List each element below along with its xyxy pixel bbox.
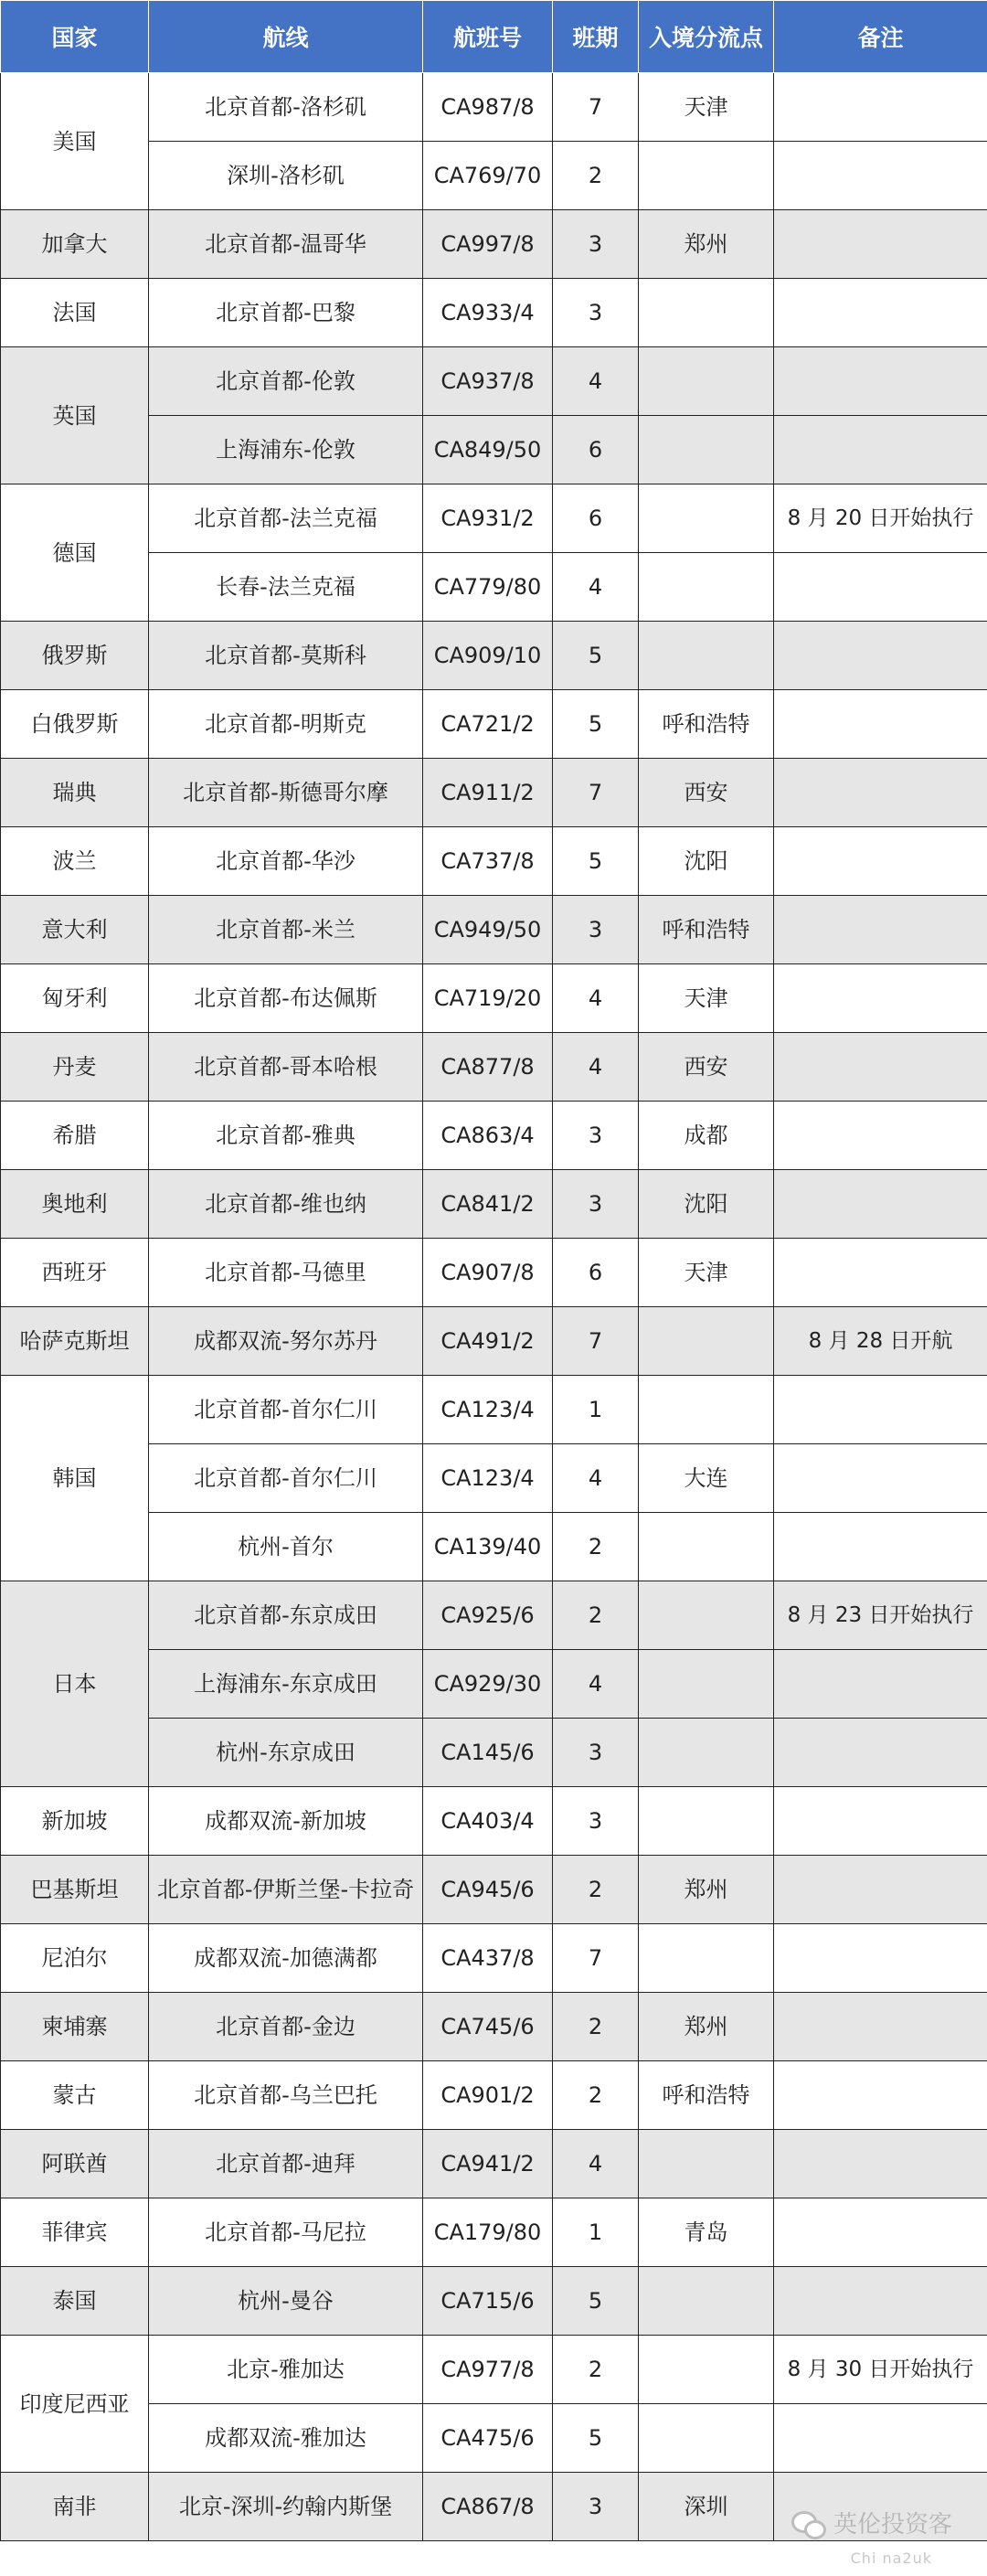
remarks-cell [774,1856,987,1924]
country-cell: 西班牙 [1,1239,149,1307]
frequency-cell: 6 [553,416,639,484]
entry-point-cell [639,1924,774,1993]
frequency-cell: 7 [553,73,639,142]
route-cell: 北京-雅加达 [149,2336,423,2404]
header-route: 航线 [149,1,423,73]
route-cell: 北京首都-哥本哈根 [149,1033,423,1102]
frequency-cell: 2 [553,1581,639,1650]
country-cell: 希腊 [1,1102,149,1170]
frequency-cell: 5 [553,2267,639,2336]
route-cell: 北京首都-东京成田 [149,1581,423,1650]
table-row [1,1239,987,1307]
header-row [1,1,987,73]
frequency-cell: 3 [553,279,639,347]
entry-point-cell [639,622,774,690]
country-cell: 巴基斯坦 [1,1856,149,1924]
entry-point-cell: 天津 [639,73,774,142]
flight-number-cell: CA145/6 [423,1719,553,1787]
route-cell: 北京首都-伦敦 [149,347,423,416]
frequency-cell: 2 [553,142,639,210]
frequency-cell: 7 [553,1307,639,1376]
country-cell: 美国 [1,73,149,210]
frequency-cell: 4 [553,1444,639,1513]
remarks-cell: 8 月 23 日开始执行 [774,1581,987,1650]
entry-point-cell [639,1719,774,1787]
country-cell: 韩国 [1,1376,149,1581]
route-cell: 北京首都-迪拜 [149,2130,423,2198]
flight-number-cell: CA179/80 [423,2198,553,2267]
route-cell: 杭州-首尔 [149,1513,423,1581]
country-cell: 加拿大 [1,210,149,279]
frequency-cell: 7 [553,759,639,827]
remarks-cell [774,1033,987,1102]
remarks-cell [774,1993,987,2061]
route-cell: 北京首都-华沙 [149,827,423,896]
table-row [1,553,987,622]
table-row [1,279,987,347]
country-cell: 印度尼西亚 [1,2336,149,2473]
route-cell: 杭州-东京成田 [149,1719,423,1787]
remarks-cell [774,964,987,1033]
frequency-cell: 2 [553,2336,639,2404]
flight-number-cell: CA139/40 [423,1513,553,1581]
route-cell: 北京首都-乌兰巴托 [149,2061,423,2130]
frequency-cell: 4 [553,347,639,416]
flight-number-cell: CA737/8 [423,827,553,896]
flight-number-cell: CA123/4 [423,1444,553,1513]
entry-point-cell [639,553,774,622]
country-cell: 柬埔寨 [1,1993,149,2061]
remarks-cell [774,2198,987,2267]
flight-number-cell: CA909/10 [423,622,553,690]
header-frequency: 班期 [553,1,639,73]
remarks-cell [774,2267,987,2336]
entry-point-cell [639,2336,774,2404]
frequency-cell: 5 [553,2404,639,2473]
entry-point-cell [639,1307,774,1376]
flight-number-cell: CA911/2 [423,759,553,827]
flight-number-cell: CA997/8 [423,210,553,279]
flight-number-cell: CA715/6 [423,2267,553,2336]
frequency-cell: 2 [553,1993,639,2061]
remarks-cell [774,1719,987,1787]
country-cell: 奥地利 [1,1170,149,1239]
country-cell: 菲律宾 [1,2198,149,2267]
flight-number-cell: CA907/8 [423,1239,553,1307]
table-row [1,1787,987,1856]
flight-number-cell: CA475/6 [423,2404,553,2473]
frequency-cell: 5 [553,827,639,896]
entry-point-cell [639,416,774,484]
route-cell: 北京首都-马德里 [149,1239,423,1307]
route-cell: 上海浦东-东京成田 [149,1650,423,1719]
route-cell: 北京首都-布达佩斯 [149,964,423,1033]
route-cell: 北京首都-洛杉矶 [149,73,423,142]
country-cell: 白俄罗斯 [1,690,149,759]
route-cell: 北京首都-首尔仁川 [149,1376,423,1444]
frequency-cell: 4 [553,1033,639,1102]
remarks-cell [774,690,987,759]
flight-number-cell: CA403/4 [423,1787,553,1856]
route-cell: 北京首都-伊斯兰堡-卡拉奇 [149,1856,423,1924]
frequency-cell: 3 [553,1170,639,1239]
table-row [1,73,987,142]
country-cell: 日本 [1,1581,149,1787]
country-cell: 阿联酋 [1,2130,149,2198]
flight-number-cell: CA937/8 [423,347,553,416]
remarks-cell [774,279,987,347]
entry-point-cell: 成都 [639,1102,774,1170]
table-row [1,484,987,553]
country-cell: 泰国 [1,2267,149,2336]
route-cell: 北京首都-莫斯科 [149,622,423,690]
country-cell: 南非 [1,2473,149,2541]
route-cell: 成都双流-加德满都 [149,1924,423,1993]
frequency-cell: 2 [553,1856,639,1924]
entry-point-cell [639,1581,774,1650]
table-row [1,690,987,759]
frequency-cell: 3 [553,210,639,279]
table-row [1,2267,987,2336]
frequency-cell: 7 [553,1924,639,1993]
entry-point-cell [639,2267,774,2336]
entry-point-cell: 沈阳 [639,827,774,896]
flight-number-cell: CA123/4 [423,1376,553,1444]
route-cell: 北京首都-明斯克 [149,690,423,759]
flight-number-cell: CA931/2 [423,484,553,553]
table-row [1,1650,987,1719]
table-row [1,2198,987,2267]
remarks-cell [774,2130,987,2198]
frequency-cell: 3 [553,2473,639,2541]
table-row [1,1444,987,1513]
country-cell: 新加坡 [1,1787,149,1856]
flight-number-cell: CA925/6 [423,1581,553,1650]
route-cell: 北京首都-法兰克福 [149,484,423,553]
table-body [1,73,987,2541]
route-cell: 北京首都-斯德哥尔摩 [149,759,423,827]
remarks-cell [774,1924,987,1993]
table-row [1,2336,987,2404]
watermark-subtext: Chi na2uk [850,2549,932,2567]
table-row [1,1033,987,1102]
table-row [1,759,987,827]
frequency-cell: 1 [553,2198,639,2267]
remarks-cell [774,827,987,896]
route-cell: 北京首都-马尼拉 [149,2198,423,2267]
wechat-icon [791,2509,824,2537]
flight-number-cell: CA779/80 [423,553,553,622]
frequency-cell: 2 [553,2061,639,2130]
remarks-cell [774,2061,987,2130]
watermark [791,2506,952,2539]
entry-point-cell: 大连 [639,1444,774,1513]
country-cell: 俄罗斯 [1,622,149,690]
country-cell: 蒙古 [1,2061,149,2130]
flight-number-cell: CA901/2 [423,2061,553,2130]
entry-point-cell [639,347,774,416]
remarks-cell: 8 月 20 日开始执行 [774,484,987,553]
flight-number-cell: CA987/8 [423,73,553,142]
remarks-cell: 8 月 28 日开航 [774,1307,987,1376]
frequency-cell: 4 [553,2130,639,2198]
frequency-cell: 6 [553,484,639,553]
table-row [1,2404,987,2473]
country-cell: 瑞典 [1,759,149,827]
country-cell: 意大利 [1,896,149,964]
frequency-cell: 6 [553,1239,639,1307]
entry-point-cell [639,2404,774,2473]
route-cell: 北京-深圳-约翰内斯堡 [149,2473,423,2541]
country-cell: 哈萨克斯坦 [1,1307,149,1376]
table-row [1,142,987,210]
flight-number-cell: CA877/8 [423,1033,553,1102]
remarks-cell [774,1513,987,1581]
remarks-cell [774,1102,987,1170]
remarks-cell [774,73,987,142]
table-row [1,827,987,896]
watermark-name: 英伦投资客 [833,2511,952,2539]
route-cell: 北京首都-金边 [149,1993,423,2061]
header-remarks: 备注 [774,1,987,73]
remarks-cell [774,896,987,964]
remarks-cell [774,210,987,279]
entry-point-cell: 呼和浩特 [639,896,774,964]
header-entry-point: 入境分流点 [639,1,774,73]
table-row [1,347,987,416]
frequency-cell: 3 [553,1102,639,1170]
entry-point-cell [639,2130,774,2198]
route-cell: 北京首都-米兰 [149,896,423,964]
remarks-cell [774,1650,987,1719]
country-cell: 波兰 [1,827,149,896]
remarks-cell [774,1239,987,1307]
table-row [1,1856,987,1924]
table-row [1,1513,987,1581]
table-row [1,1993,987,2061]
route-cell: 北京首都-首尔仁川 [149,1444,423,1513]
flight-number-cell: CA941/2 [423,2130,553,2198]
frequency-cell: 4 [553,553,639,622]
route-cell: 北京首都-温哥华 [149,210,423,279]
entry-point-cell: 郑州 [639,1993,774,2061]
entry-point-cell: 天津 [639,964,774,1033]
route-cell: 杭州-曼谷 [149,2267,423,2336]
flight-number-cell: CA841/2 [423,1170,553,1239]
entry-point-cell: 呼和浩特 [639,2061,774,2130]
entry-point-cell [639,142,774,210]
entry-point-cell [639,1513,774,1581]
table-row [1,1170,987,1239]
frequency-cell: 4 [553,1650,639,1719]
remarks-cell [774,553,987,622]
remarks-cell [774,1787,987,1856]
header-country: 国家 [1,1,149,73]
flight-number-cell: CA949/50 [423,896,553,964]
frequency-cell: 5 [553,622,639,690]
country-cell: 英国 [1,347,149,484]
entry-point-cell [639,1376,774,1444]
route-cell: 北京首都-雅典 [149,1102,423,1170]
remarks-cell [774,347,987,416]
table-row [1,896,987,964]
entry-point-cell: 沈阳 [639,1170,774,1239]
table-row [1,2061,987,2130]
entry-point-cell [639,1787,774,1856]
remarks-cell [774,142,987,210]
country-cell: 丹麦 [1,1033,149,1102]
route-cell: 长春-法兰克福 [149,553,423,622]
flight-number-cell: CA491/2 [423,1307,553,1376]
entry-point-cell: 深圳 [639,2473,774,2541]
remarks-cell [774,1170,987,1239]
frequency-cell: 5 [553,690,639,759]
country-cell: 尼泊尔 [1,1924,149,1993]
entry-point-cell: 呼和浩特 [639,690,774,759]
flight-number-cell: CA745/6 [423,1993,553,2061]
table-row [1,964,987,1033]
flight-number-cell: CA867/8 [423,2473,553,2541]
flight-number-cell: CA929/30 [423,1650,553,1719]
route-cell: 成都双流-努尔苏丹 [149,1307,423,1376]
flight-number-cell: CA933/4 [423,279,553,347]
remarks-cell: 8 月 30 日开始执行 [774,2336,987,2404]
table-row [1,1376,987,1444]
entry-point-cell [639,484,774,553]
entry-point-cell: 郑州 [639,210,774,279]
route-cell: 成都双流-新加坡 [149,1787,423,1856]
frequency-cell: 1 [553,1376,639,1444]
flight-number-cell: CA437/8 [423,1924,553,1993]
flight-number-cell: CA945/6 [423,1856,553,1924]
country-cell: 法国 [1,279,149,347]
table-row [1,622,987,690]
country-cell: 德国 [1,484,149,622]
remarks-cell [774,622,987,690]
frequency-cell: 3 [553,1719,639,1787]
flight-number-cell: CA769/70 [423,142,553,210]
entry-point-cell: 青岛 [639,2198,774,2267]
entry-point-cell: 天津 [639,1239,774,1307]
country-cell: 匈牙利 [1,964,149,1033]
table-row [1,1719,987,1787]
header-flight-number: 航班号 [423,1,553,73]
route-cell: 北京首都-维也纳 [149,1170,423,1239]
frequency-cell: 4 [553,964,639,1033]
table-row [1,210,987,279]
frequency-cell: 2 [553,1513,639,1581]
table-row [1,1581,987,1650]
flight-number-cell: CA721/2 [423,690,553,759]
entry-point-cell: 郑州 [639,1856,774,1924]
remarks-cell [774,759,987,827]
entry-point-cell [639,279,774,347]
remarks-cell [774,2404,987,2473]
frequency-cell: 3 [553,896,639,964]
route-cell: 上海浦东-伦敦 [149,416,423,484]
route-cell: 深圳-洛杉矶 [149,142,423,210]
flight-number-cell: CA719/20 [423,964,553,1033]
entry-point-cell: 西安 [639,1033,774,1102]
remarks-cell [774,416,987,484]
frequency-cell: 3 [553,1787,639,1856]
table-row [1,416,987,484]
table-row [1,1924,987,1993]
entry-point-cell: 西安 [639,759,774,827]
flight-number-cell: CA863/4 [423,1102,553,1170]
route-cell: 北京首都-巴黎 [149,279,423,347]
table-row [1,1102,987,1170]
table-row [1,2130,987,2198]
flight-number-cell: CA977/8 [423,2336,553,2404]
route-cell: 成都双流-雅加达 [149,2404,423,2473]
remarks-cell [774,1376,987,1444]
remarks-cell [774,1444,987,1513]
entry-point-cell [639,1650,774,1719]
flight-number-cell: CA849/50 [423,416,553,484]
table-row [1,1307,987,1376]
